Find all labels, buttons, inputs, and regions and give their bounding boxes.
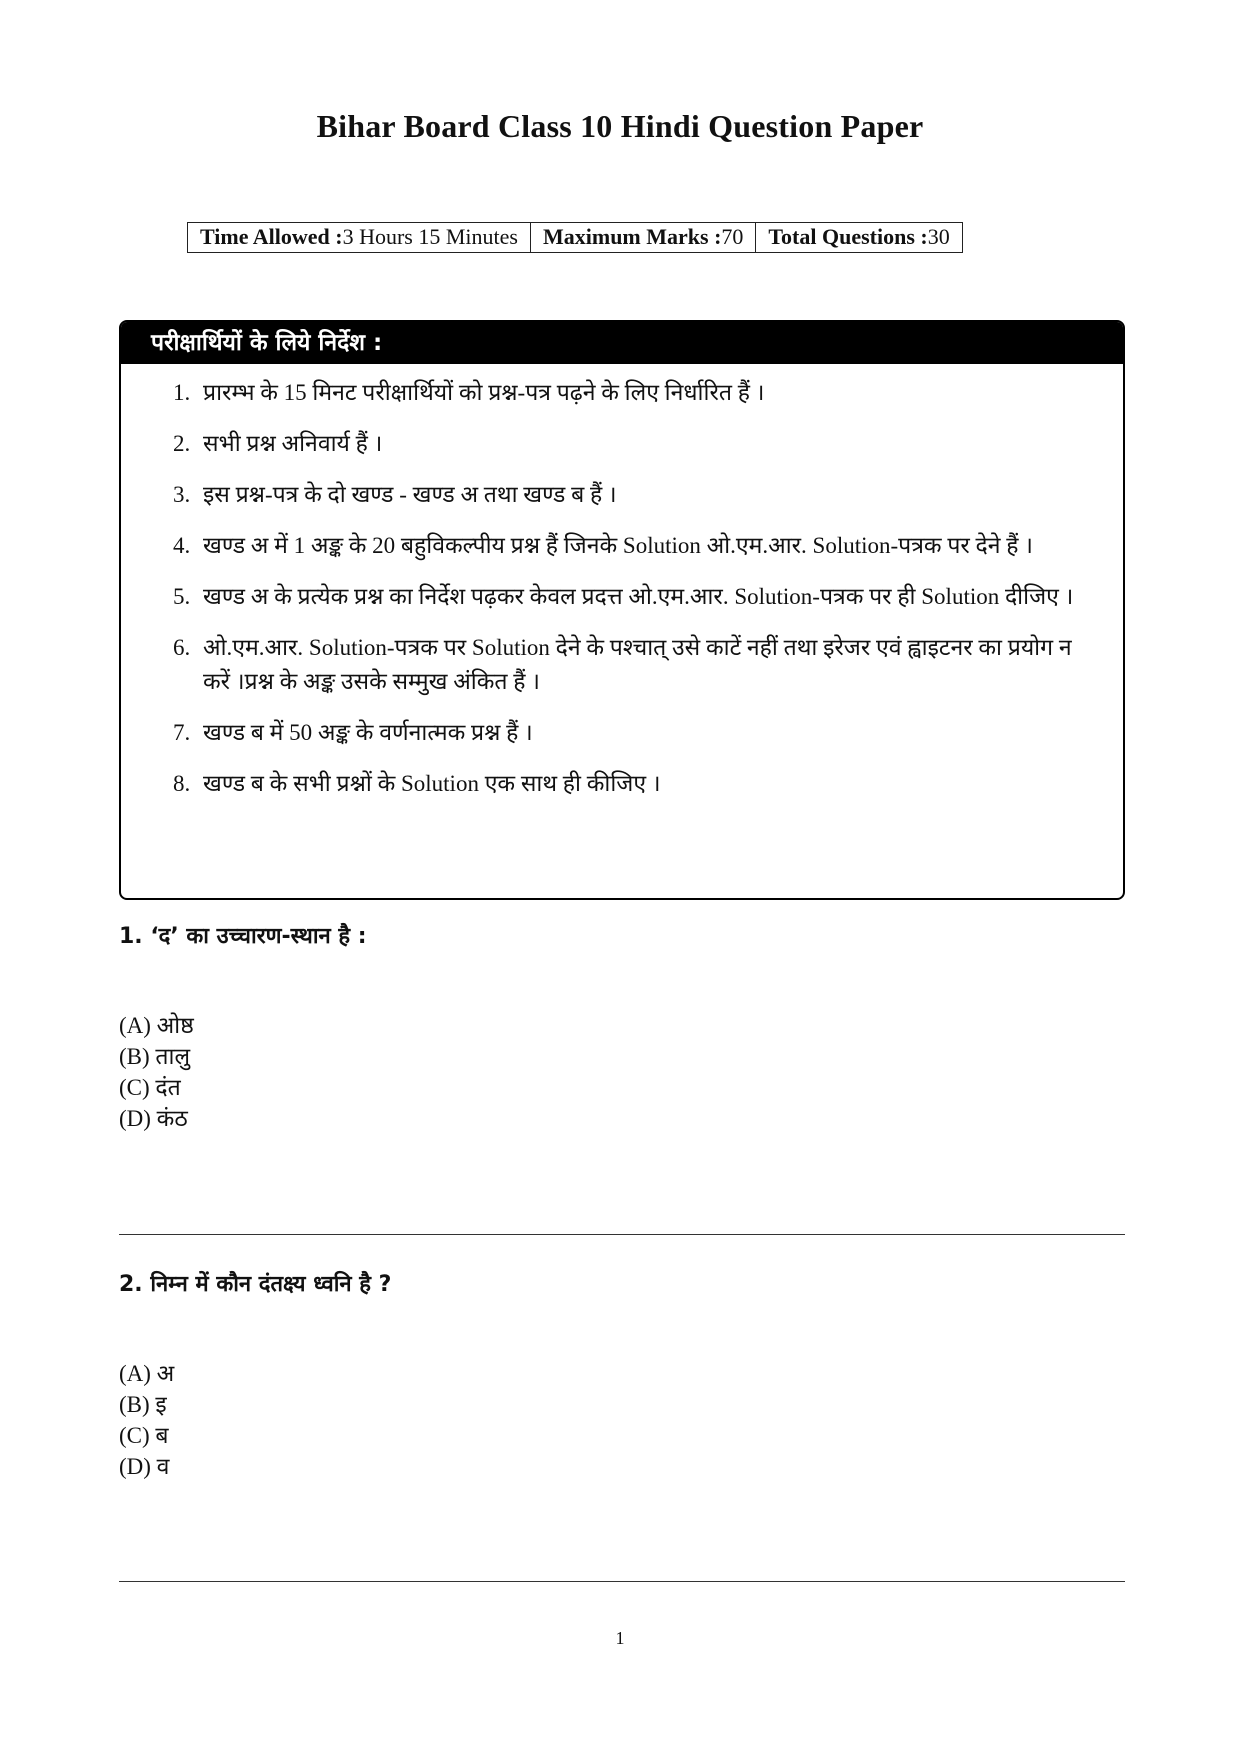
instruction-item [173,529,1093,563]
instruction-item [173,580,1093,614]
instruction-number: 7. [173,720,191,745]
option-a: (A) अ [119,1361,175,1386]
answer-options [119,1010,1125,1134]
instruction-text: ओ.एम.आर. Solution-पत्रक पर Solution देने के पश्चात् उसे काटें नहीं तथा इरेजर एवं ह्वाइटनर का प्रयोग न करें ।प्रश्न के अङ्क उसके सम्मुख अंकित हैं । [203,635,1072,694]
question-text: 1. ‘द’ का उच्चारण-स्थान है : [119,924,367,949]
instruction-item [173,478,1093,512]
total-questions-cell [756,223,962,253]
instruction-text: खण्ड ब के सभी प्रश्नों के Solution एक साथ ही कीजिए । [203,771,661,796]
instructions-heading: परीक्षार्थियों के लिये निर्देश : [121,322,1123,364]
instruction-item [173,427,1093,461]
time-allowed-label: Time Allowed : [200,224,343,249]
instruction-text: खण्ड अ के प्रत्येक प्रश्न का निर्देश पढ़कर केवल प्रदत्त ओ.एम.आर. Solution-पत्रक पर ही Solution दीजिए । [203,584,1074,609]
instruction-text: सभी प्रश्न अनिवार्य हैं । [203,431,383,456]
question-divider [119,1581,1125,1582]
exam-info-table [187,222,963,253]
question-text: 2. निम्न में कौन दंतक्ष्य ध्वनि है ? [119,1272,392,1297]
time-allowed-cell [188,223,531,253]
option-b: (B) तालु [119,1044,191,1069]
instruction-number: 1. [173,380,191,405]
total-questions-label: Total Questions : [768,224,928,249]
option-d: (D) कंठ [119,1106,188,1131]
total-questions-value: 30 [927,224,950,249]
question-divider [119,1234,1125,1235]
page-number: 1 [615,1628,625,1648]
instruction-item [173,376,1093,410]
answer-options [119,1358,1125,1482]
instruction-number: 4. [173,533,191,558]
page-title: Bihar Board Class 10 Hindi Question Paper [316,108,924,144]
instruction-text: इस प्रश्न-पत्र के दो खण्ड - खण्ड अ तथा खण्ड ब हैं । [203,482,617,507]
maximum-marks-label: Maximum Marks : [542,224,722,249]
question-2 [119,1268,1125,1482]
instruction-number: 3. [173,482,191,507]
time-allowed-value: 3 Hours 15 Minutes [342,224,518,249]
instructions-box [119,320,1125,900]
instruction-item [173,716,1093,750]
instruction-text: खण्ड अ में 1 अङ्क के 20 बहुविकल्पीय प्रश्न हैं जिनके Solution ओ.एम.आर. Solution-पत्रक पर देने हैं । [203,533,1033,558]
instruction-number: 2. [173,431,191,456]
instruction-number: 5. [173,584,191,609]
instruction-item [173,631,1093,699]
maximum-marks-cell [530,223,755,253]
instructions-list [121,364,1123,801]
instruction-item [173,767,1093,801]
option-b: (B) इ [119,1392,167,1417]
option-d: (D) व [119,1454,170,1479]
maximum-marks-value: 70 [721,224,744,249]
option-c: (C) ब [119,1423,169,1448]
instruction-number: 6. [173,635,191,660]
instruction-number: 8. [173,771,191,796]
instruction-text: प्रारम्भ के 15 मिनट परीक्षार्थियों को प्रश्न-पत्र पढ़ने के लिए निर्धारित हैं । [203,380,765,405]
instruction-text: खण्ड ब में 50 अङ्क के वर्णनात्मक प्रश्न हैं । [203,720,533,745]
option-a: (A) ओष्ठ [119,1013,194,1038]
question-1 [119,920,1125,1134]
option-c: (C) दंत [119,1075,181,1100]
